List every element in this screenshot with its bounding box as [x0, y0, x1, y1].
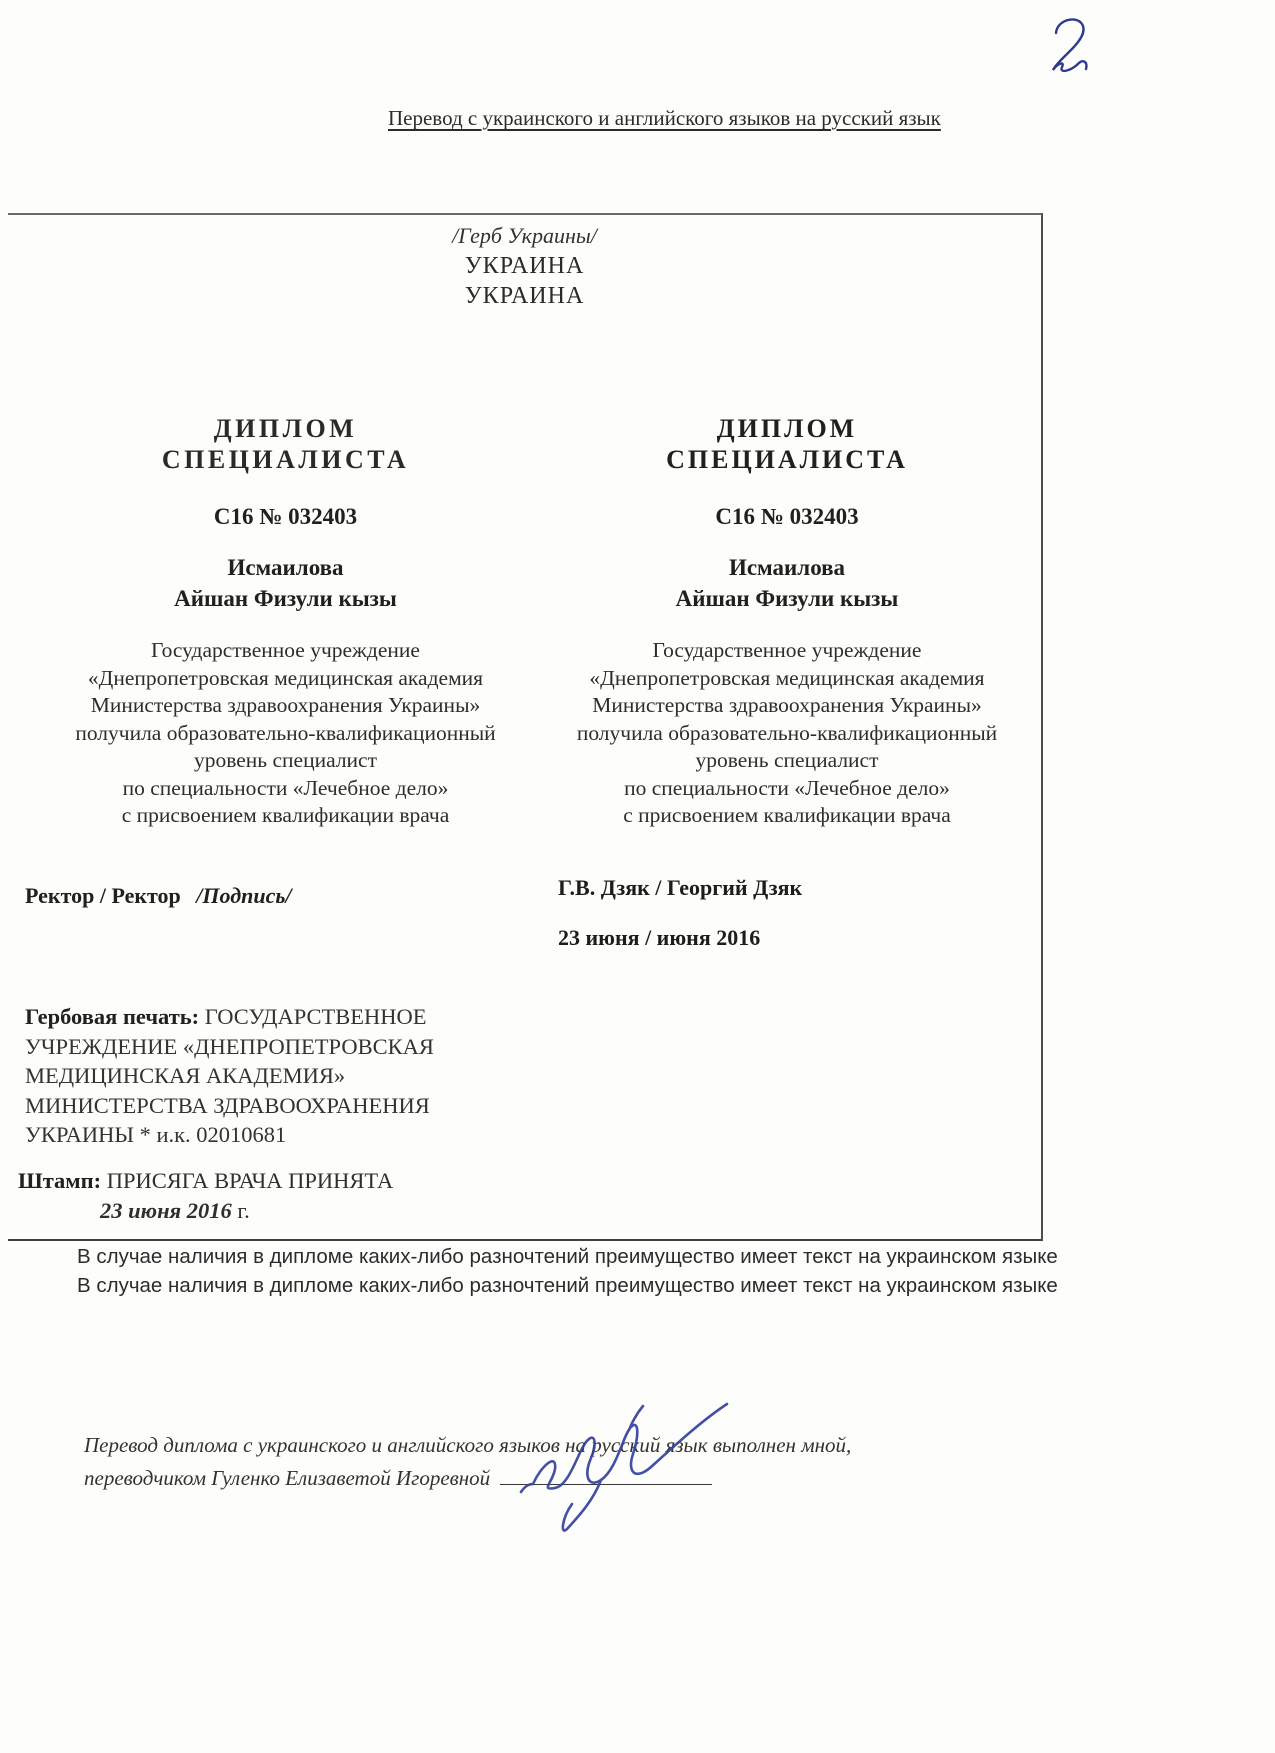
diploma-series-number: С16 № 032403: [715, 504, 859, 529]
seal-text: ГОСУДАРСТВЕННОЕ: [204, 1004, 427, 1029]
diploma-holder-name: [543, 552, 1031, 614]
body-line: получила образовательно-квалификационный: [576, 720, 998, 745]
stamp-date-line: [18, 1196, 498, 1226]
country-name-line-1: УКРАИНА: [464, 253, 585, 279]
body-line: получила образовательно-квалификационный: [75, 720, 496, 745]
rector-label: Ректор / Ректор: [25, 883, 181, 908]
translator-note-line-2-wrap: [84, 1462, 851, 1495]
diploma-title-line-1: ДИПЛОМ: [716, 414, 858, 443]
rector-name-line: Г.В. Дзяк / Георгий Дзяк: [558, 875, 803, 900]
holder-surname: Исмаилова: [728, 555, 846, 580]
body-line: Государственное учреждение: [652, 638, 922, 662]
holder-given-names: Айшан Физули кызы: [675, 586, 899, 611]
body-line: уровень специалист: [695, 748, 879, 772]
diploma-translation-box: [8, 213, 1043, 1241]
issue-date-line: 23 июня / июня 2016: [558, 925, 761, 950]
disclaimer-line-1: В случае наличия в дипломе каких-либо разночтений преимущество имеет текст на украинском языке: [77, 1245, 1058, 1268]
diploma-title-line-1: ДИПЛОМ: [213, 414, 358, 443]
stamp-date: 23 июня 2016: [100, 1198, 232, 1223]
body-line: «Днепропетровская медицинская академия: [87, 665, 484, 690]
coat-of-arms-note: /Герб Украины/: [452, 223, 597, 248]
diploma-body-text: [543, 637, 1031, 830]
seal-label: Гербовая печать:: [25, 1004, 200, 1029]
stamp-text: ПРИСЯГА ВРАЧА ПРИНЯТА: [106, 1168, 394, 1193]
country-name-line-2: УКРАИНА: [464, 283, 585, 309]
stamp-date-suffix: г.: [237, 1198, 250, 1223]
diploma-series-number: С16 № 032403: [213, 504, 358, 529]
seal-line: МИНИСТЕРСТВА ЗДРАВООХРАНЕНИЯ: [25, 1092, 430, 1118]
translator-note-line-2: переводчиком Гуленко Елизаветой Игоревной: [84, 1466, 491, 1490]
body-line: Министерства здравоохранения Украины»: [90, 693, 481, 717]
seal-line: УКРАИНЫ * и.к. 02010681: [25, 1122, 287, 1147]
disclaimer-line-2: В случае наличия в дипломе каких-либо разночтений преимущество имеет текст на украинском языке: [77, 1273, 1058, 1297]
translator-note-line-1: Перевод диплома с украинского и английского языков на русский язык выполнен мной,: [84, 1433, 852, 1457]
body-line: по специальности «Лечебное дело»: [624, 775, 950, 800]
body-line: с присвоением квалификации врача: [623, 803, 951, 827]
stamp-label: Штамп:: [18, 1168, 102, 1193]
diploma-title: [33, 413, 538, 475]
rector-signature-line: [25, 883, 292, 909]
diploma-body-text: [33, 637, 538, 830]
holder-surname: Исмаилова: [227, 555, 344, 580]
body-line: уровень специалист: [193, 748, 377, 772]
stamp-description: [18, 1166, 498, 1226]
diploma-title: [543, 413, 1031, 475]
body-line: Государственное учреждение: [151, 638, 420, 662]
seal-line: [25, 1002, 505, 1032]
diploma-holder-name: [33, 552, 538, 614]
seal-description: [25, 1002, 505, 1150]
signature-placeholder-note: /Подпись/: [196, 883, 292, 908]
holder-given-names: Айшан Физули кызы: [174, 586, 397, 611]
diploma-title-line-2: СПЕЦИАЛИСТА: [666, 445, 908, 474]
handwritten-page-number: [1044, 12, 1096, 76]
body-line: Министерства здравоохранения Украины»: [592, 693, 982, 717]
language-precedence-disclaimer: [77, 1243, 1058, 1300]
translator-signature: [505, 1388, 733, 1536]
seal-line: УЧРЕЖДЕНИЕ «ДНЕПРОПЕТРОВСКАЯ: [25, 1033, 434, 1059]
body-line: с присвоением квалификации врача: [121, 803, 450, 827]
body-line: «Днепропетровская медицинская академия: [589, 665, 985, 690]
translator-note: [84, 1429, 851, 1495]
diploma-title-line-2: СПЕЦИАЛИСТА: [161, 445, 410, 474]
translation-direction-header: Перевод с украинского и английского языков на русский язык: [388, 106, 941, 130]
seal-line: МЕДИЦИНСКАЯ АКАДЕМИЯ»: [25, 1063, 346, 1088]
body-line: по специальности «Лечебное дело»: [122, 775, 449, 800]
stamp-line: [18, 1166, 498, 1196]
